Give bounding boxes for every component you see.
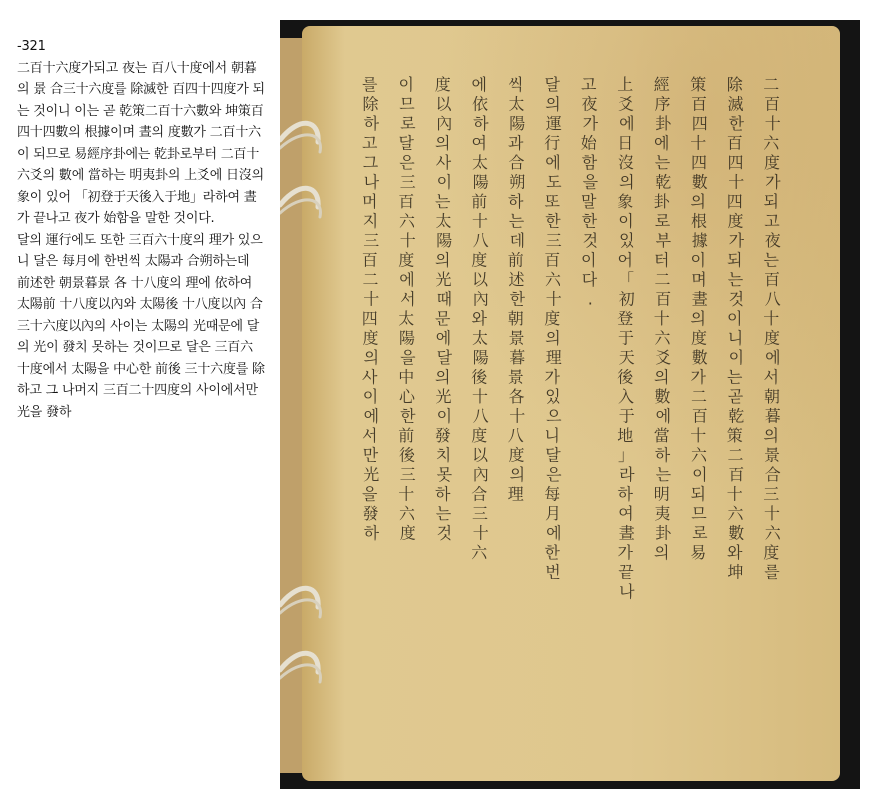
manuscript-column: 除滅 한 百四十四度 가 되 는 것 이 니 이 는 곧 乾策二百十六數 와 坤	[726, 75, 745, 582]
manuscript-column: 를 除 하 고 그 나 머 지 三百二十四度 의 사 이 에 서 만 光 을 發 하	[361, 75, 380, 543]
manuscript-page-drawing	[280, 20, 860, 789]
manuscript-column: 씩 太陽 과 合朔 하 는 데 前述 한 朝景暮景各十八度 의 理	[507, 75, 526, 504]
manuscript-column: 이 므 로 달 은 三百六十度 에 서 太陽 을 中心 한 前後三十六度	[398, 75, 416, 543]
manuscript-column: 策百四十四數 의 根據 이 며 晝 의 度數 가 二百十六 이 되 므 로 易	[690, 75, 708, 562]
manuscript-column: 에 依 하 여 太陽前十八度以內 와 太陽後十八度以內合三十六	[471, 75, 489, 562]
transcription-paragraph: 二百十六度가되고 夜는 百八十度에서 朝暮의 景 合三十六度를 除滅한 百四十四度가 되는 것이니 이는 곧 乾策二百十六數와 坤策百四十四數의 根據이며 晝의 度數가 二百十六이 되므로 易經序卦에는 乾卦로부터 二百十六爻의 數에 當하는 明夷卦의 上爻에 日沒의 象이 있어 「初登于天後入于地」라하여 晝가 끝나고 夜가 始함을 말한 것이다.	[17, 60, 265, 226]
manuscript-column: 經序卦 에 는 乾卦 로 부 터 二百十六爻 의 數 에 當 하 는 明夷卦 의	[653, 75, 672, 562]
manuscript-column: 二百十六度 가 되 고 夜 는 百八十度 에 서 朝暮 의 景合三十六度 를	[763, 75, 781, 582]
manuscript-column: 上爻 에 日沒 의 象 이 있 어 「初登于天後入于地」 라 하 여 晝 가 끝 나	[617, 75, 635, 601]
page-number: -321	[17, 39, 46, 54]
manuscript-column: 고 夜 가 始 함 을 말 한 것 이 다 .	[580, 75, 599, 309]
manuscript-column: 度以內 의 사 이 는 太陽 의 光 때 문 에 달 의 光 이 發 치 못 하 는 것	[434, 75, 453, 543]
manuscript-photo	[280, 20, 860, 789]
manuscript-column: 달 의 運行 에 도 또 한 三百六十度 의 理 가 있 으 니 달 은 每月 에 한 번	[544, 75, 562, 582]
transcription-panel	[17, 36, 265, 423]
transcription-paragraph: 달의 運行에도 또한 三百六十度의 理가 있으니 달은 每月에 한번씩 太陽과 合朔하는데 前述한 朝景暮景 各 十八度의 理에 依하여 太陽前 十八度以內와 太陽後 十八度以內 合 三十六度以內의 사이는 太陽의 光때문에 달의 光이 發치 못하는 것이므로 달은 三百六十度에서 太陽을 中心한 前後 三十六度를 除하고 그 나머지 三百二十四度의 사이에서만 光을 發하	[17, 232, 265, 420]
